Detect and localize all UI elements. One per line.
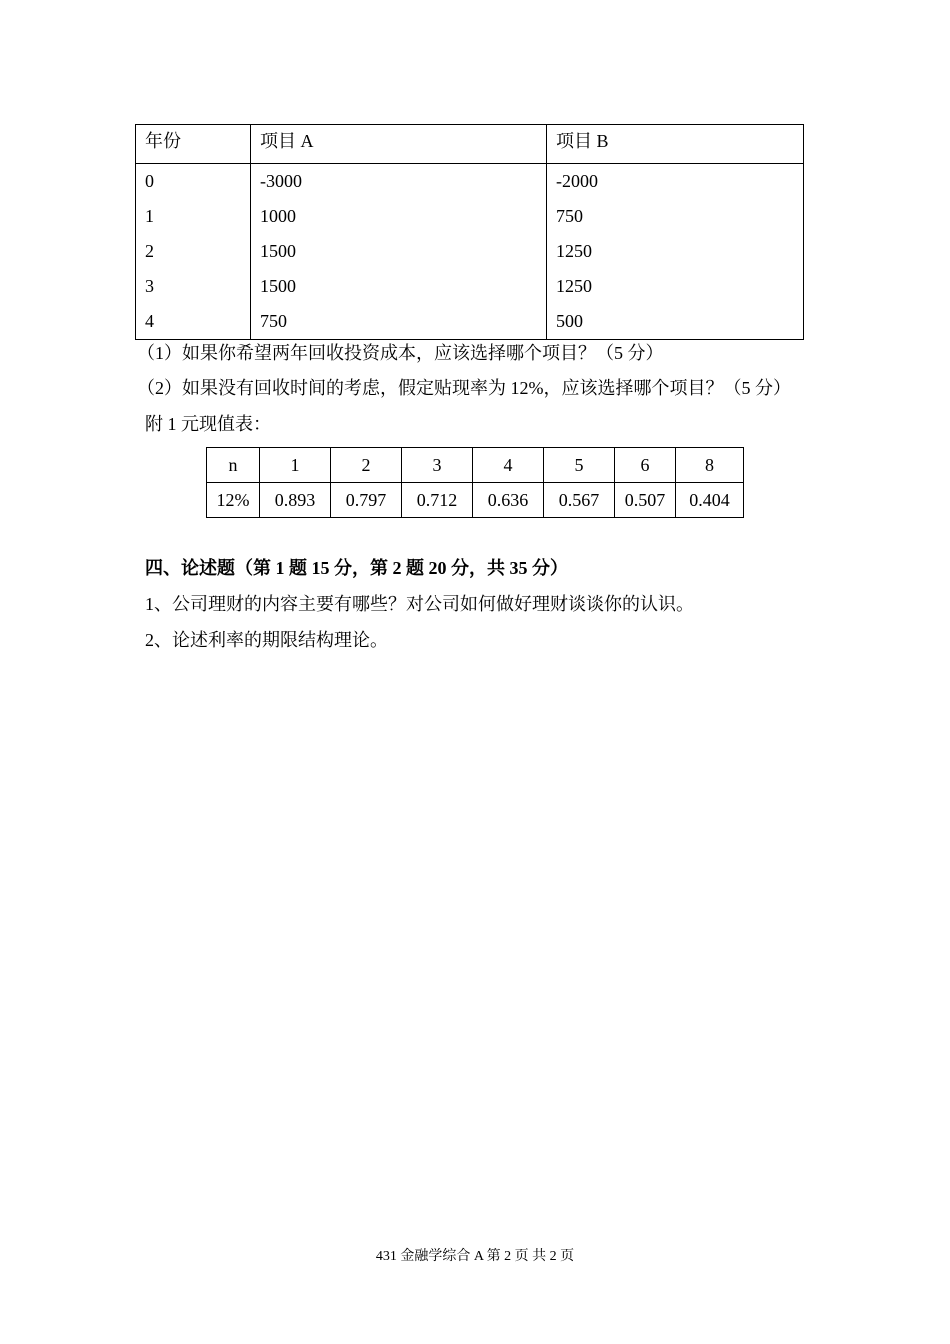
cell-project-b: 1250 xyxy=(547,234,804,269)
appendix-label: 附 1 元现值表： xyxy=(145,414,271,434)
header-year: 年份 xyxy=(136,125,251,164)
pv-value-cell: 0.893 xyxy=(260,483,331,518)
page-footer: 431 金融学综合 A 第 2 页 共 2 页 xyxy=(375,1249,575,1264)
pv-rate-cell: 12% xyxy=(207,483,260,518)
pv-value-cell: 0.404 xyxy=(676,483,744,518)
cell-project-b: 1250 xyxy=(547,269,804,304)
pv-header-cell: 4 xyxy=(473,448,544,483)
cell-year: 0 xyxy=(136,164,251,200)
pv-header-cell: 5 xyxy=(544,448,615,483)
pv-header-cell: 2 xyxy=(331,448,402,483)
cell-project-a: 1500 xyxy=(251,234,547,269)
present-value-table xyxy=(206,447,744,518)
question-2: （2）如果没有回收时间的考虑，假定贴现率为 12%，应该选择哪个项目？（5 分） xyxy=(137,378,791,398)
pv-value-cell: 0.712 xyxy=(402,483,473,518)
pv-header-cell: 6 xyxy=(615,448,676,483)
cell-year: 1 xyxy=(136,199,251,234)
cell-project-b: -2000 xyxy=(547,164,804,200)
table-row xyxy=(136,164,804,200)
pv-value-cell: 0.636 xyxy=(473,483,544,518)
table-row xyxy=(136,269,804,304)
pv-header-cell: n xyxy=(207,448,260,483)
cell-project-a: 750 xyxy=(251,304,547,340)
cell-project-a: 1000 xyxy=(251,199,547,234)
pv-value-cell: 0.567 xyxy=(544,483,615,518)
cell-project-b: 500 xyxy=(547,304,804,340)
cell-year: 4 xyxy=(136,304,251,340)
cell-project-a: 1500 xyxy=(251,269,547,304)
cell-year: 2 xyxy=(136,234,251,269)
table-row xyxy=(136,234,804,269)
cashflow-table xyxy=(135,124,804,340)
pv-value-row xyxy=(207,483,744,518)
cell-year: 3 xyxy=(136,269,251,304)
essay-question-1: 1、公司理财的内容主要有哪些？对公司如何做好理财谈谈你的认识。 xyxy=(145,594,694,614)
header-project-a: 项目 A xyxy=(251,125,547,164)
pv-value-cell: 0.507 xyxy=(615,483,676,518)
pv-header-cell: 3 xyxy=(402,448,473,483)
table-row xyxy=(136,304,804,340)
header-project-b: 项目 B xyxy=(547,125,804,164)
cell-project-a: -3000 xyxy=(251,164,547,200)
pv-header-cell: 1 xyxy=(260,448,331,483)
table-row xyxy=(136,199,804,234)
pv-value-cell: 0.797 xyxy=(331,483,402,518)
section-4-title: 四、论述题（第 1 题 15 分，第 2 题 20 分，共 35 分） xyxy=(145,558,568,578)
table-header-row xyxy=(136,125,804,164)
question-1: （1）如果你希望两年回收投资成本，应该选择哪个项目？（5 分） xyxy=(137,343,664,363)
pv-header-cell: 8 xyxy=(676,448,744,483)
cell-project-b: 750 xyxy=(547,199,804,234)
essay-question-2: 2、论述利率的期限结构理论。 xyxy=(145,630,388,650)
pv-header-row xyxy=(207,448,744,483)
